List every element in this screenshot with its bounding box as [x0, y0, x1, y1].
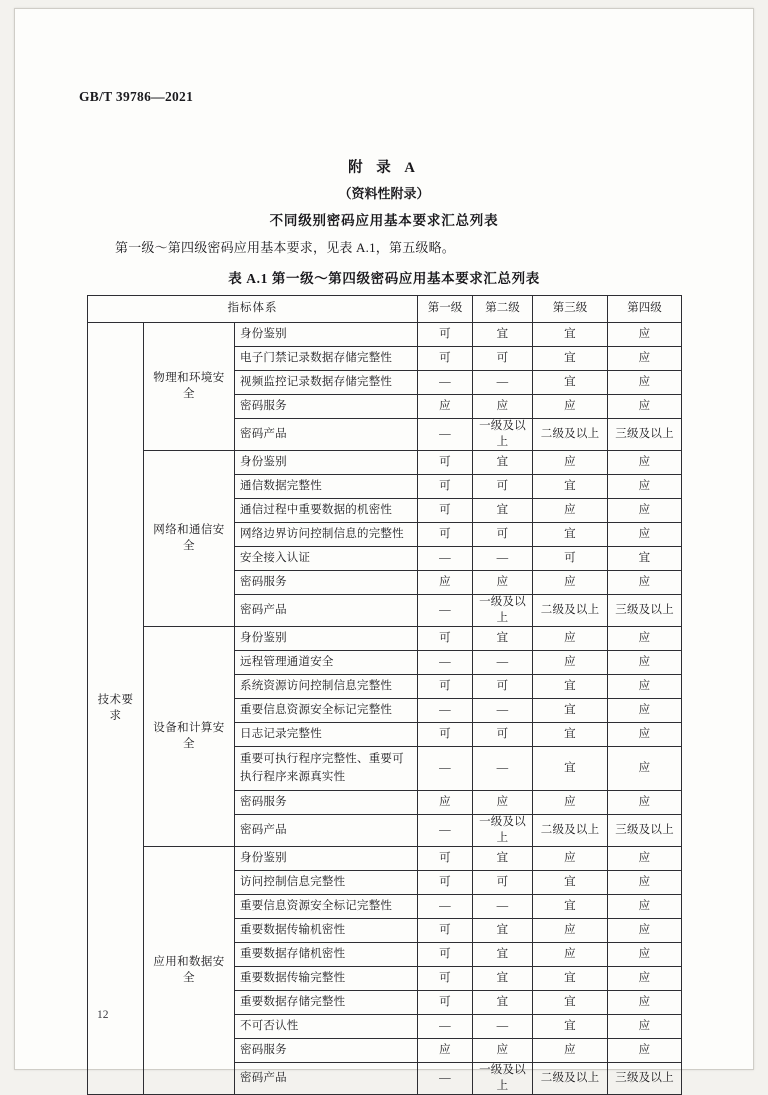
requirement-value-level-4: 三级及以上: [608, 419, 682, 451]
item-label: 重要数据传输机密性: [235, 919, 418, 943]
requirement-value-level-1: 可: [418, 967, 473, 991]
item-label: 通信过程中重要数据的机密性: [235, 499, 418, 523]
section-cell: 网络和通信安全: [144, 451, 235, 627]
requirement-value-level-2: 应: [473, 571, 533, 595]
requirement-value-level-1: 应: [418, 1039, 473, 1063]
requirement-value-level-4: 应: [608, 943, 682, 967]
requirement-value-level-4: 应: [608, 919, 682, 943]
section-cell: 物理和环境安全: [144, 323, 235, 451]
requirement-value-level-2: 宜: [473, 991, 533, 1015]
requirement-value-level-4: 三级及以上: [608, 1063, 682, 1095]
requirement-value-level-4: 应: [608, 1015, 682, 1039]
page-number: 12: [97, 1009, 109, 1021]
requirement-value-level-3: 应: [533, 919, 608, 943]
requirement-value-level-4: 应: [608, 627, 682, 651]
item-label: 安全接入认证: [235, 547, 418, 571]
requirement-value-level-1: —: [418, 747, 473, 791]
requirement-value-level-3: 宜: [533, 895, 608, 919]
table-header: [88, 296, 682, 323]
table-row: [88, 451, 682, 475]
item-label: 密码服务: [235, 571, 418, 595]
requirement-value-level-2: 宜: [473, 323, 533, 347]
category-cell: 技术要求: [88, 323, 144, 1095]
table-caption: 表 A.1 第一级～第四级密码应用基本要求汇总列表: [228, 271, 540, 286]
requirement-value-level-1: —: [418, 1015, 473, 1039]
requirement-value-level-1: 可: [418, 871, 473, 895]
requirement-value-level-1: —: [418, 815, 473, 847]
requirement-value-level-1: 应: [418, 395, 473, 419]
requirement-value-level-3: 二级及以上: [533, 595, 608, 627]
requirement-value-level-2: 一级及以上: [473, 815, 533, 847]
requirement-value-level-2: 宜: [473, 967, 533, 991]
requirement-value-level-3: 应: [533, 395, 608, 419]
requirement-value-level-3: 宜: [533, 347, 608, 371]
item-label: 密码产品: [235, 1063, 418, 1095]
requirement-value-level-3: 宜: [533, 475, 608, 499]
requirement-value-level-4: 应: [608, 395, 682, 419]
item-label: 系统资源访问控制信息完整性: [235, 675, 418, 699]
requirement-value-level-2: —: [473, 699, 533, 723]
header-index-system: 指标体系: [88, 296, 418, 323]
requirement-value-level-1: 可: [418, 475, 473, 499]
requirement-value-level-1: 可: [418, 943, 473, 967]
requirement-value-level-3: 二级及以上: [533, 815, 608, 847]
requirement-value-level-1: 可: [418, 847, 473, 871]
item-label: 视频监控记录数据存储完整性: [235, 371, 418, 395]
requirement-value-level-1: 可: [418, 627, 473, 651]
requirements-table: [87, 295, 682, 1095]
item-label: 密码产品: [235, 595, 418, 627]
requirement-value-level-3: 应: [533, 943, 608, 967]
requirement-value-level-2: 应: [473, 395, 533, 419]
requirement-value-level-2: 可: [473, 675, 533, 699]
header-level-3: 第三级: [533, 296, 608, 323]
item-label: 网络边界访问控制信息的完整性: [235, 523, 418, 547]
document-page: [14, 8, 754, 1092]
requirement-value-level-3: 宜: [533, 699, 608, 723]
section-cell: 应用和数据安全: [144, 847, 235, 1095]
requirement-value-level-2: 宜: [473, 499, 533, 523]
requirement-value-level-1: —: [418, 895, 473, 919]
requirement-value-level-2: —: [473, 747, 533, 791]
requirement-value-level-1: —: [418, 595, 473, 627]
requirement-value-level-3: 可: [533, 547, 608, 571]
requirement-value-level-4: 应: [608, 991, 682, 1015]
item-label: 通信数据完整性: [235, 475, 418, 499]
requirement-value-level-4: 应: [608, 723, 682, 747]
requirement-value-level-4: 应: [608, 871, 682, 895]
requirement-value-level-4: 应: [608, 323, 682, 347]
table-body: [88, 323, 682, 1095]
item-label: 密码服务: [235, 395, 418, 419]
requirement-value-level-1: —: [418, 547, 473, 571]
item-label: 重要数据存储完整性: [235, 991, 418, 1015]
requirement-value-level-1: 可: [418, 499, 473, 523]
requirement-value-level-2: —: [473, 895, 533, 919]
requirement-value-level-2: 一级及以上: [473, 1063, 533, 1095]
requirement-value-level-2: —: [473, 1015, 533, 1039]
requirement-value-level-4: 应: [608, 847, 682, 871]
requirement-value-level-3: 二级及以上: [533, 1063, 608, 1095]
requirement-value-level-4: 应: [608, 651, 682, 675]
requirement-value-level-2: 应: [473, 1039, 533, 1063]
requirement-value-level-2: 可: [473, 723, 533, 747]
item-label: 重要可执行程序完整性、重要可执行程序来源真实性: [235, 747, 418, 791]
item-label: 不可否认性: [235, 1015, 418, 1039]
requirement-value-level-3: 应: [533, 499, 608, 523]
requirement-value-level-3: 应: [533, 651, 608, 675]
item-label: 电子门禁记录数据存储完整性: [235, 347, 418, 371]
requirement-value-level-4: 应: [608, 1039, 682, 1063]
requirement-value-level-1: 可: [418, 991, 473, 1015]
requirement-value-level-1: —: [418, 371, 473, 395]
requirement-value-level-1: 应: [418, 571, 473, 595]
item-label: 身份鉴别: [235, 847, 418, 871]
item-label: 日志记录完整性: [235, 723, 418, 747]
requirement-value-level-2: 宜: [473, 943, 533, 967]
requirement-value-level-2: 宜: [473, 627, 533, 651]
requirement-value-level-4: 三级及以上: [608, 595, 682, 627]
requirement-value-level-3: 二级及以上: [533, 419, 608, 451]
item-label: 身份鉴别: [235, 323, 418, 347]
requirement-value-level-1: 可: [418, 723, 473, 747]
requirement-value-level-3: 宜: [533, 967, 608, 991]
intro-paragraph: 第一级～第四级密码应用基本要求，见表 A.1，第五级略。: [115, 240, 455, 255]
item-label: 密码服务: [235, 791, 418, 815]
item-label: 密码产品: [235, 815, 418, 847]
requirement-value-level-4: 应: [608, 675, 682, 699]
requirement-value-level-2: 应: [473, 791, 533, 815]
requirement-value-level-2: —: [473, 371, 533, 395]
requirement-value-level-4: 应: [608, 747, 682, 791]
item-label: 重要数据传输完整性: [235, 967, 418, 991]
table-row: [88, 323, 682, 347]
annex-name: 不同级别密码应用基本要求汇总列表: [269, 213, 499, 228]
requirement-value-level-4: 宜: [608, 547, 682, 571]
requirement-value-level-3: 宜: [533, 1015, 608, 1039]
requirement-value-level-3: 宜: [533, 323, 608, 347]
requirement-value-level-3: 宜: [533, 675, 608, 699]
requirement-value-level-4: 应: [608, 967, 682, 991]
annex-subtitle: （资料性附录）: [338, 186, 430, 201]
requirement-value-level-3: 宜: [533, 991, 608, 1015]
requirement-value-level-3: 应: [533, 571, 608, 595]
requirement-value-level-1: —: [418, 651, 473, 675]
requirement-value-level-3: 应: [533, 847, 608, 871]
item-label: 重要信息资源安全标记完整性: [235, 699, 418, 723]
requirement-value-level-2: 可: [473, 871, 533, 895]
header-level-2: 第二级: [473, 296, 533, 323]
requirement-value-level-2: 宜: [473, 919, 533, 943]
requirement-value-level-4: 应: [608, 523, 682, 547]
requirement-value-level-1: —: [418, 699, 473, 723]
requirement-value-level-2: 宜: [473, 847, 533, 871]
requirement-value-level-2: 一级及以上: [473, 595, 533, 627]
requirement-value-level-1: 可: [418, 675, 473, 699]
requirement-value-level-2: 一级及以上: [473, 419, 533, 451]
requirement-value-level-3: 宜: [533, 871, 608, 895]
requirement-value-level-2: 宜: [473, 451, 533, 475]
requirement-value-level-4: 应: [608, 499, 682, 523]
requirement-value-level-4: 应: [608, 371, 682, 395]
item-label: 访问控制信息完整性: [235, 871, 418, 895]
requirement-value-level-3: 应: [533, 1039, 608, 1063]
requirement-value-level-3: 宜: [533, 523, 608, 547]
requirement-value-level-4: 应: [608, 347, 682, 371]
header-level-1: 第一级: [418, 296, 473, 323]
item-label: 重要信息资源安全标记完整性: [235, 895, 418, 919]
item-label: 身份鉴别: [235, 451, 418, 475]
requirement-value-level-2: 可: [473, 523, 533, 547]
item-label: 密码服务: [235, 1039, 418, 1063]
requirement-value-level-2: —: [473, 651, 533, 675]
requirement-value-level-4: 应: [608, 451, 682, 475]
section-cell: 设备和计算安全: [144, 627, 235, 847]
requirement-value-level-1: 可: [418, 919, 473, 943]
requirement-value-level-3: 宜: [533, 747, 608, 791]
requirement-value-level-1: 可: [418, 451, 473, 475]
requirement-value-level-3: 宜: [533, 723, 608, 747]
requirement-value-level-1: 可: [418, 347, 473, 371]
requirement-value-level-1: —: [418, 1063, 473, 1095]
item-label: 密码产品: [235, 419, 418, 451]
requirement-value-level-4: 应: [608, 571, 682, 595]
item-label: 远程管理通道安全: [235, 651, 418, 675]
requirement-value-level-1: 可: [418, 323, 473, 347]
requirement-value-level-1: 可: [418, 523, 473, 547]
requirement-value-level-4: 应: [608, 791, 682, 815]
header-level-4: 第四级: [608, 296, 682, 323]
requirement-value-level-3: 应: [533, 791, 608, 815]
annex-title: 附 录 A: [348, 160, 420, 176]
requirement-value-level-4: 三级及以上: [608, 815, 682, 847]
requirement-value-level-4: 应: [608, 895, 682, 919]
requirement-value-level-1: 应: [418, 791, 473, 815]
item-label: 重要数据存储机密性: [235, 943, 418, 967]
table-row: [88, 627, 682, 651]
requirement-value-level-1: —: [418, 419, 473, 451]
standard-number: GB/T 39786—2021: [79, 89, 194, 104]
table-row: [88, 847, 682, 871]
requirement-value-level-3: 应: [533, 627, 608, 651]
requirement-value-level-4: 应: [608, 475, 682, 499]
requirement-value-level-3: 宜: [533, 371, 608, 395]
requirement-value-level-2: 可: [473, 475, 533, 499]
requirement-value-level-3: 应: [533, 451, 608, 475]
requirement-value-level-4: 应: [608, 699, 682, 723]
requirement-value-level-2: —: [473, 547, 533, 571]
item-label: 身份鉴别: [235, 627, 418, 651]
requirement-value-level-2: 可: [473, 347, 533, 371]
